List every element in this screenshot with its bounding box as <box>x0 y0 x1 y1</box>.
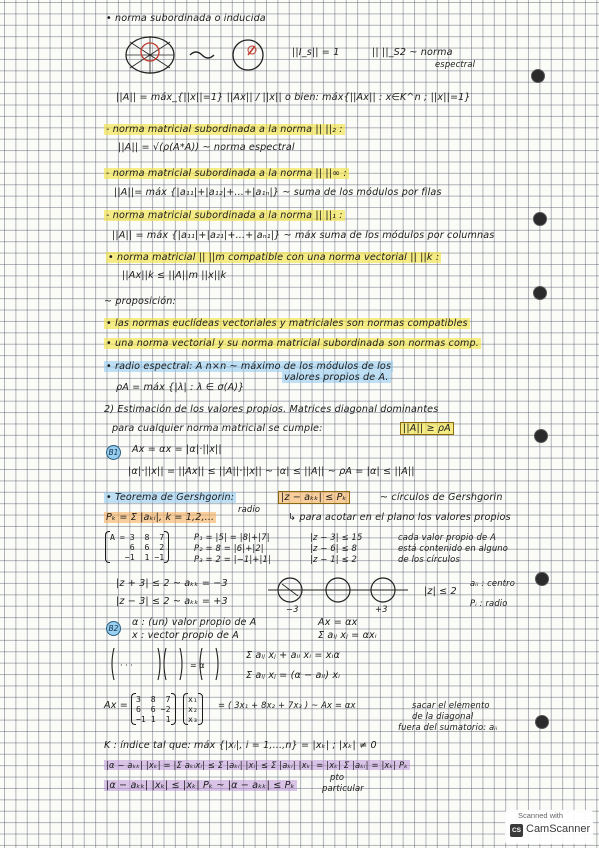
badge-b2: B2 <box>106 621 121 636</box>
compatible-inequality: ||Ax||k ≤ ||A||m ||x||k <box>122 270 227 281</box>
heading-norma-subordinada: • norma subordinada o inducida <box>106 13 266 24</box>
Ax-label: Ax = <box>104 700 128 711</box>
camscanner-logo-icon: CS <box>510 824 523 837</box>
binder-hole-2 <box>533 212 547 226</box>
radius-label: Pᵢ : radio <box>470 598 508 608</box>
point-note-1: pto <box>330 772 345 782</box>
center-plus3: +3 <box>375 604 388 614</box>
spectral-radius-formula: ρA = máx {|λ| : λ ∈ σ(A)} <box>116 382 245 393</box>
binder-hole-1 <box>531 69 545 83</box>
eigenvector-def: x : vector propio de A <box>132 630 239 641</box>
diag-note-1: sacar el elemento <box>412 700 490 710</box>
eigen-equation: Ax = αx = |α|·||x|| <box>132 444 222 455</box>
norm-sketch <box>120 30 280 80</box>
sum-rearranged: Σ aᵢⱼ xⱼ = (α − aᵢᵢ) xᵢ <box>246 670 341 681</box>
svg-text:= α: = α <box>190 661 205 670</box>
vector-x: x₁ x₂ x₃ <box>188 694 198 724</box>
component-relation: Σ aᵢⱼ xⱼ = αxᵢ <box>318 630 377 641</box>
containment-note-1: cada valor propio de A <box>398 532 496 542</box>
gershgorin-conclusion: |α − aₖₖ| |xₖ| ≤ |xₖ| Pₖ ~ |α − aₖₖ| ≤ Pₖ <box>106 780 295 791</box>
spectral-norm-label: || ||_S2 ~ norma <box>372 47 453 58</box>
norm-bound-boxed: ||A|| ≥ ρA <box>400 423 454 434</box>
gershgorin-proof: |α − aₖₖ| |xₖ| = |Σ aₖᵢxᵢ| ≤ Σ |aₖᵢ| |xᵢ| ≤ Σ |aₖᵢ| |xₖ| = |xₖ| Σ |aₖᵢ| = |xₖ| Pₖ <box>106 760 408 770</box>
svg-text:· · ·: · · · <box>120 661 133 670</box>
matrix-A: 3 8 7 6 6 −2 −1 1 1 <box>136 694 171 724</box>
diag-note-2: de la diagonal <box>412 711 474 721</box>
disc-2: |z − 6| ≤ 8 <box>310 543 358 553</box>
subordinate-norm-2: - norma matricial subordinada a la norma || ||₂ : <box>106 124 343 135</box>
gershgorin-theorem: • Teorema de Gershgorin: <box>106 492 235 503</box>
spectral-norm-label-2: espectral <box>435 59 476 69</box>
sum-split: Σ aᵢⱼ xⱼ + aᵢᵢ xᵢ = xᵢα <box>246 650 340 661</box>
disc-1: |z − 3| ≤ 15 <box>310 532 363 542</box>
radius-p3: P₃ = 2 = |−1|+|1| <box>194 554 271 564</box>
gershgorin-circles: ~ círculos de Gershgorin <box>380 492 503 503</box>
diag-note-3: fuera del sumatorio: aᵢᵢ <box>398 722 498 732</box>
watermark-caption: Scanned with <box>518 811 564 820</box>
eigenvalue-def: α : (un) valor propio de A <box>132 617 257 628</box>
proposition-2: • una norma vectorial y su norma matricial subordinada son normas comp. <box>106 338 479 349</box>
proposition-heading: ~ proposición: <box>104 296 176 307</box>
index-definition: K : índice tal que: máx {|xᵢ|, i = 1,...,n} = |xₖ| ; |xₖ| ≠ 0 <box>104 740 377 751</box>
norm-bound-statement: para cualquier norma matricial se cumple: <box>112 423 323 434</box>
identity-norm: ||I_s|| = 1 <box>292 47 340 58</box>
binder-hole-4 <box>534 429 548 443</box>
disc-3: |z − 1| ≤ 2 <box>310 554 358 564</box>
gershgorin-inequality: |z − aₖₖ| ≤ Pₖ <box>278 492 350 503</box>
eigen-relation: Ax = αx <box>318 617 358 628</box>
center-label: aᵢᵢ : centro <box>470 578 515 588</box>
compatible-norm: • norma matricial || ||m compatible con una norma vectorial || ||k : <box>108 252 440 263</box>
binder-hole-5 <box>535 572 549 586</box>
radius-p1: P₁ = |5| = |8|+|7| <box>194 532 270 542</box>
spectral-radius-def-2: valores propios de A. <box>284 372 389 383</box>
product-expansion: = ( 3x₁ + 8x₂ + 7x₃ ) ~ Ax = αx <box>218 700 356 710</box>
spectral-radius-def: • radio espectral: A n×n ~ máximo de los módulos de los <box>106 361 392 372</box>
eigen-bound-chain: |α|·||x|| = ||Ax|| ≤ ||A||·||x|| ~ |α| ≤ ||A|| ~ ρA = |α| ≤ ||A|| <box>128 466 415 477</box>
center-minus3: −3 <box>286 604 299 614</box>
disc-union: |z| ≤ 2 <box>424 586 457 597</box>
binder-hole-3 <box>533 286 547 300</box>
norm-definition: ||A|| = máx_{||x||=1} ||Ax|| / ||x|| o bien: máx{||Ax|| : x∈K^n ; ||x||=1} <box>116 92 471 103</box>
radius-formula: Pₖ = Σ |aₖᵢ|, k = 1,2,... <box>106 512 215 523</box>
point-note-2: particular <box>322 783 364 793</box>
section-2-heading: 2) Estimación de los valores propios. Matrices diagonal dominantes <box>104 404 439 415</box>
watermark-brand: CamScanner <box>526 823 591 835</box>
column-sum-formula: ||A|| = máx {|a₁₁|+|a₂₁|+...+|aₙ₁|} ~ máx suma de los módulos por columnas <box>112 230 495 241</box>
containment-note-2: está contenido en alguno <box>398 543 509 553</box>
badge-b1: B1 <box>106 445 121 460</box>
radius-p2: P₂ = 8 = |6|+|2| <box>194 543 264 553</box>
radius-note: radio <box>238 504 261 514</box>
matrix-dots-sketch <box>110 646 238 682</box>
disc-example-2: |z − 3| ≤ 2 ~ aₖₖ = +3 <box>116 596 228 607</box>
binder-hole-6 <box>535 715 549 729</box>
matrix-A-example: A = 3 8 7 6 6 2 −1 1 −1 <box>110 532 165 562</box>
disc-example-1: |z + 3| ≤ 2 ~ aₖₖ = −3 <box>116 578 228 589</box>
containment-note-3: de los círculos <box>398 554 460 564</box>
subordinate-norm-inf: - norma matricial subordinada a la norma || ||∞ : <box>106 168 347 179</box>
row-sum-formula: ||A||= máx {|a₁₁|+|a₁₂|+...+|a₁ₙ|} ~ suma de los módulos por filas <box>114 187 442 198</box>
subordinate-norm-1: - norma matricial subordinada a la norma || ||₁ : <box>106 210 343 221</box>
spectral-norm-formula: ||A|| = √(ρ(A*A)) ~ norma espectral <box>118 142 295 153</box>
bound-purpose: ↳ para acotar en el plano los valores propios <box>288 512 511 523</box>
proposition-1: • las normas euclídeas vectoriales y matriciales son normas compatibles <box>106 318 468 329</box>
